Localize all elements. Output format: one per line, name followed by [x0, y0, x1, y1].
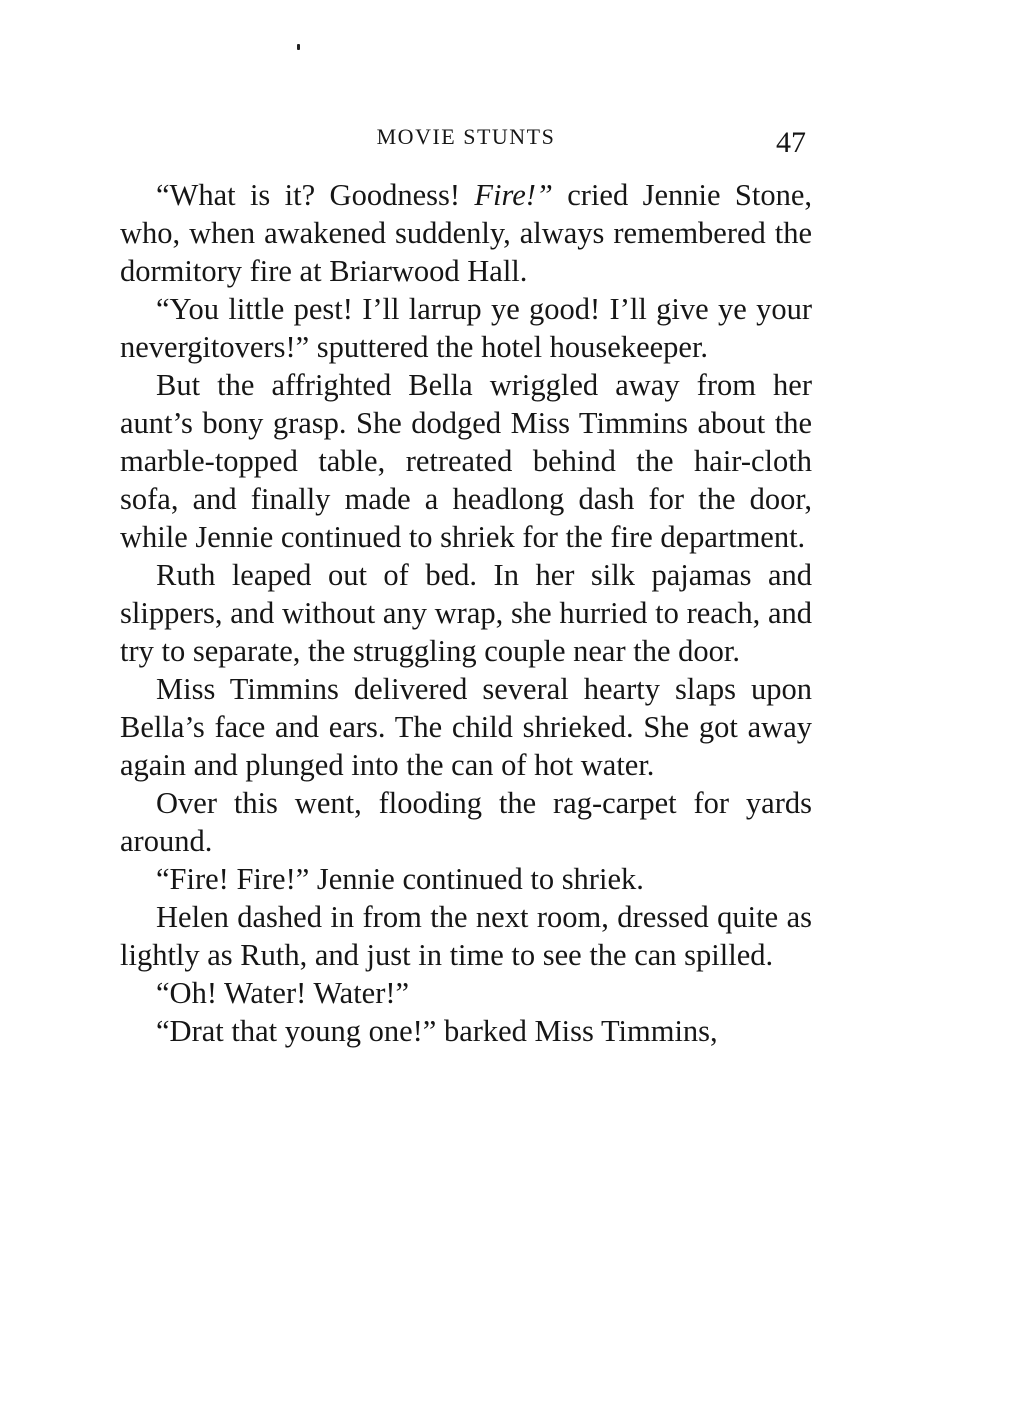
- paragraph: But the affrighted Bella wriggled away from her aunt’s bony grasp. She dodged Miss Timmins about the marble-topped table, retreated behind the hair-cloth sofa, and finally made a headlong dash for the door, while Jennie continued to shriek for the fire department.: [120, 368, 812, 554]
- paragraph: “Fire! Fire!” Jennie continued to shriek.: [156, 862, 644, 896]
- emphasized-text: Fire!”: [474, 178, 553, 212]
- paragraph-text: “What is it? Goodness!: [156, 178, 475, 212]
- page-header: [120, 124, 812, 158]
- paragraph: “Oh! Water! Water!”: [156, 976, 410, 1010]
- paragraph: [120, 176, 812, 290]
- paragraph: “You little pest! I’ll larrup ye good! I’ll give ye your nevergitovers!” sputtered the hotel housekeeper.: [120, 292, 812, 364]
- paragraph: “Drat that young one!” barked Miss Timmins,: [156, 1014, 718, 1048]
- print-speck: [297, 44, 300, 50]
- paragraph-text: cried Jennie Stone, who, when awakened suddenly, always remembered the dormitory fire at Briarwood Hall.: [120, 178, 812, 288]
- paragraph: Helen dashed in from the next room, dressed quite as lightly as Ruth, and just in time to see the can spilled.: [120, 900, 812, 972]
- page-number: 47: [776, 126, 806, 159]
- paragraph: Miss Timmins delivered several hearty slaps upon Bella’s face and ears. The child shrieked. She got away again and plunged into the can of hot water.: [120, 672, 812, 782]
- page-body: [120, 176, 812, 1050]
- paragraph: Ruth leaped out of bed. In her silk pajamas and slippers, and without any wrap, she hurried to reach, and try to separate, the struggling couple near the door.: [120, 558, 812, 668]
- paragraph: Over this went, flooding the rag-carpet for yards around.: [120, 786, 812, 858]
- running-head: MOVIE STUNTS: [376, 124, 556, 149]
